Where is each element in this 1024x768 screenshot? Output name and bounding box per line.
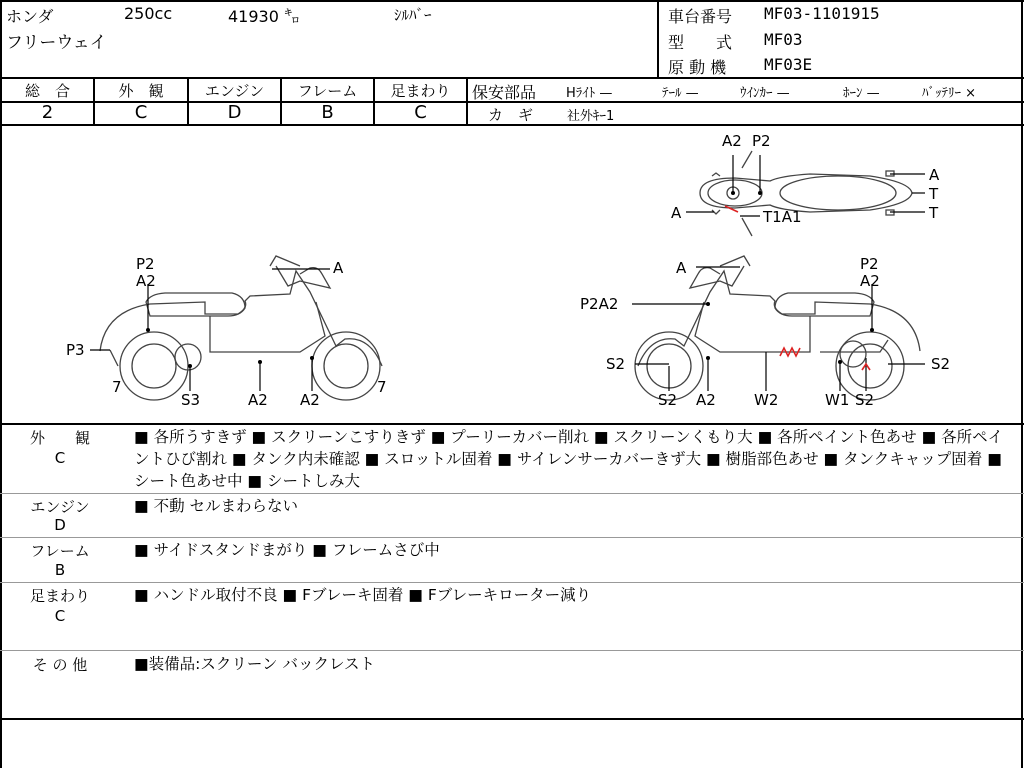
- remark-grade-suspension: C: [54, 607, 66, 625]
- winker-status: ｳｲﾝｶｰ —: [740, 86, 790, 101]
- diagram-label: P2: [860, 255, 879, 273]
- remark-text-exterior: ■ 各所うすきず ■ スクリーンこすりきず ■ プーリーカバー削れ ■ スクリーンくもり大 ■ 各所ペイント色あせ ■ 各所ペイントひび割れ ■ タンク内未確認 ■ スロットル固着 ■ サイレンサーカバーきず大 ■ 樹脂部色あせ ■ タンクキャップ固着 ■ シート色あせ中 ■ シートしみ大: [134, 428, 1004, 490]
- remark-line: [0, 650, 1024, 651]
- diagram-label: 7: [112, 378, 122, 396]
- overall-label: 総 合: [24, 82, 70, 100]
- horn-status: ﾎｰﾝ —: [843, 86, 880, 101]
- diagram-label: A: [333, 259, 344, 277]
- diagram-label: S3: [181, 391, 201, 409]
- headlight-status: Hﾗｲﾄ —: [566, 86, 613, 101]
- safety-label: 保安部品: [472, 83, 537, 102]
- diagram-label: A: [671, 204, 682, 222]
- remark-category-other: そ の 他: [32, 656, 88, 674]
- diagram-label: W1: [825, 391, 850, 409]
- remark-text-other: ■装備品:スクリーン バックレスト: [134, 655, 376, 673]
- diagram-label: S2: [658, 391, 678, 409]
- mileage: 41930 ㌔: [228, 7, 300, 26]
- remark-text-engine: ■ 不動 セルまわらない: [134, 497, 298, 515]
- diagram-label: A: [929, 166, 940, 184]
- remark-category-frame: フレーム: [30, 542, 90, 560]
- remark-grade-engine: D: [54, 516, 66, 534]
- frame-right: [1021, 0, 1023, 768]
- remark-line: [0, 718, 1024, 720]
- frame-grade-label: フレーム: [297, 82, 358, 100]
- diagram-label: P2A2: [580, 295, 619, 313]
- damage-diagrams: [0, 126, 1020, 422]
- frame-number: MF03-1101915: [764, 4, 880, 23]
- suspension-label: 足まわり: [390, 82, 451, 100]
- body-color: ｼﾙﾊﾞｰ: [394, 6, 432, 24]
- diagram-label: T: [929, 185, 939, 203]
- diagram-label: 7: [377, 378, 387, 396]
- header-bottom-line: [0, 77, 1024, 79]
- engine-value: MF03E: [764, 55, 813, 74]
- diagram-label: P3: [66, 341, 85, 359]
- remark-category-exterior: 外 観: [29, 429, 90, 447]
- remark-text-suspension: ■ ハンドル取付不良 ■ Fブレーキ固着 ■ Fブレーキローター減り: [134, 586, 592, 604]
- diagram-label: S2: [606, 355, 626, 373]
- diagram-label-group: [66, 132, 950, 409]
- remark-line: [0, 537, 1024, 538]
- diagram-bottom-line: [0, 423, 1024, 425]
- diagram-label: A2: [722, 132, 742, 150]
- diagram-label: A2: [136, 272, 156, 290]
- diagram-label: T1A1: [763, 208, 802, 226]
- battery-status: ﾊﾞｯﾃﾘｰ ×: [922, 86, 977, 101]
- remark-category-suspension: 足まわり: [29, 587, 90, 605]
- diagram-label: A2: [860, 272, 880, 290]
- diagram-label: P2: [136, 255, 155, 273]
- diagram-label: S2: [931, 355, 951, 373]
- diagram-label: A2: [248, 391, 268, 409]
- key-value: 社外ｷｰ1: [567, 109, 615, 124]
- remark-category-engine: エンジン: [30, 498, 90, 516]
- overall-grade: 2: [41, 102, 54, 123]
- grade-col-divider: [466, 77, 468, 124]
- remark-text-frame: ■ サイドスタンドまがり ■ フレームさび中: [134, 541, 440, 559]
- diagram-label: A2: [300, 391, 320, 409]
- frame-number-label: 車台番号: [668, 7, 733, 26]
- model-name: フリーウェイ: [6, 33, 107, 53]
- remark-grade-exterior: C: [54, 449, 66, 467]
- diagram-label: S2: [855, 391, 875, 409]
- displacement: 250cc: [124, 4, 173, 23]
- diagram-label: A2: [696, 391, 716, 409]
- diagram-label: W2: [754, 391, 779, 409]
- tail-status: ﾃｰﾙ —: [662, 86, 699, 101]
- remark-line: [0, 582, 1024, 583]
- type-label: 型 式: [668, 33, 733, 52]
- maker: ホンダ: [6, 7, 54, 26]
- diagram-label: A: [676, 259, 687, 277]
- frame-top: [0, 0, 1024, 2]
- header-divider: [657, 0, 659, 77]
- exterior-grade: C: [134, 102, 148, 123]
- remark-line: [0, 493, 1024, 494]
- frame-grade: B: [321, 102, 334, 123]
- remark-grade-frame: B: [54, 561, 66, 579]
- suspension-grade: C: [414, 102, 427, 123]
- engine-label: 原 動 機: [668, 58, 727, 77]
- diagram-label: T: [929, 204, 939, 222]
- engine-grade-label: エンジン: [204, 82, 265, 100]
- type-value: MF03: [764, 30, 803, 49]
- key-label: カ ギ: [488, 106, 534, 124]
- diagram-label: P2: [752, 132, 771, 150]
- engine-grade: D: [227, 102, 242, 123]
- exterior-label: 外 観: [118, 82, 164, 100]
